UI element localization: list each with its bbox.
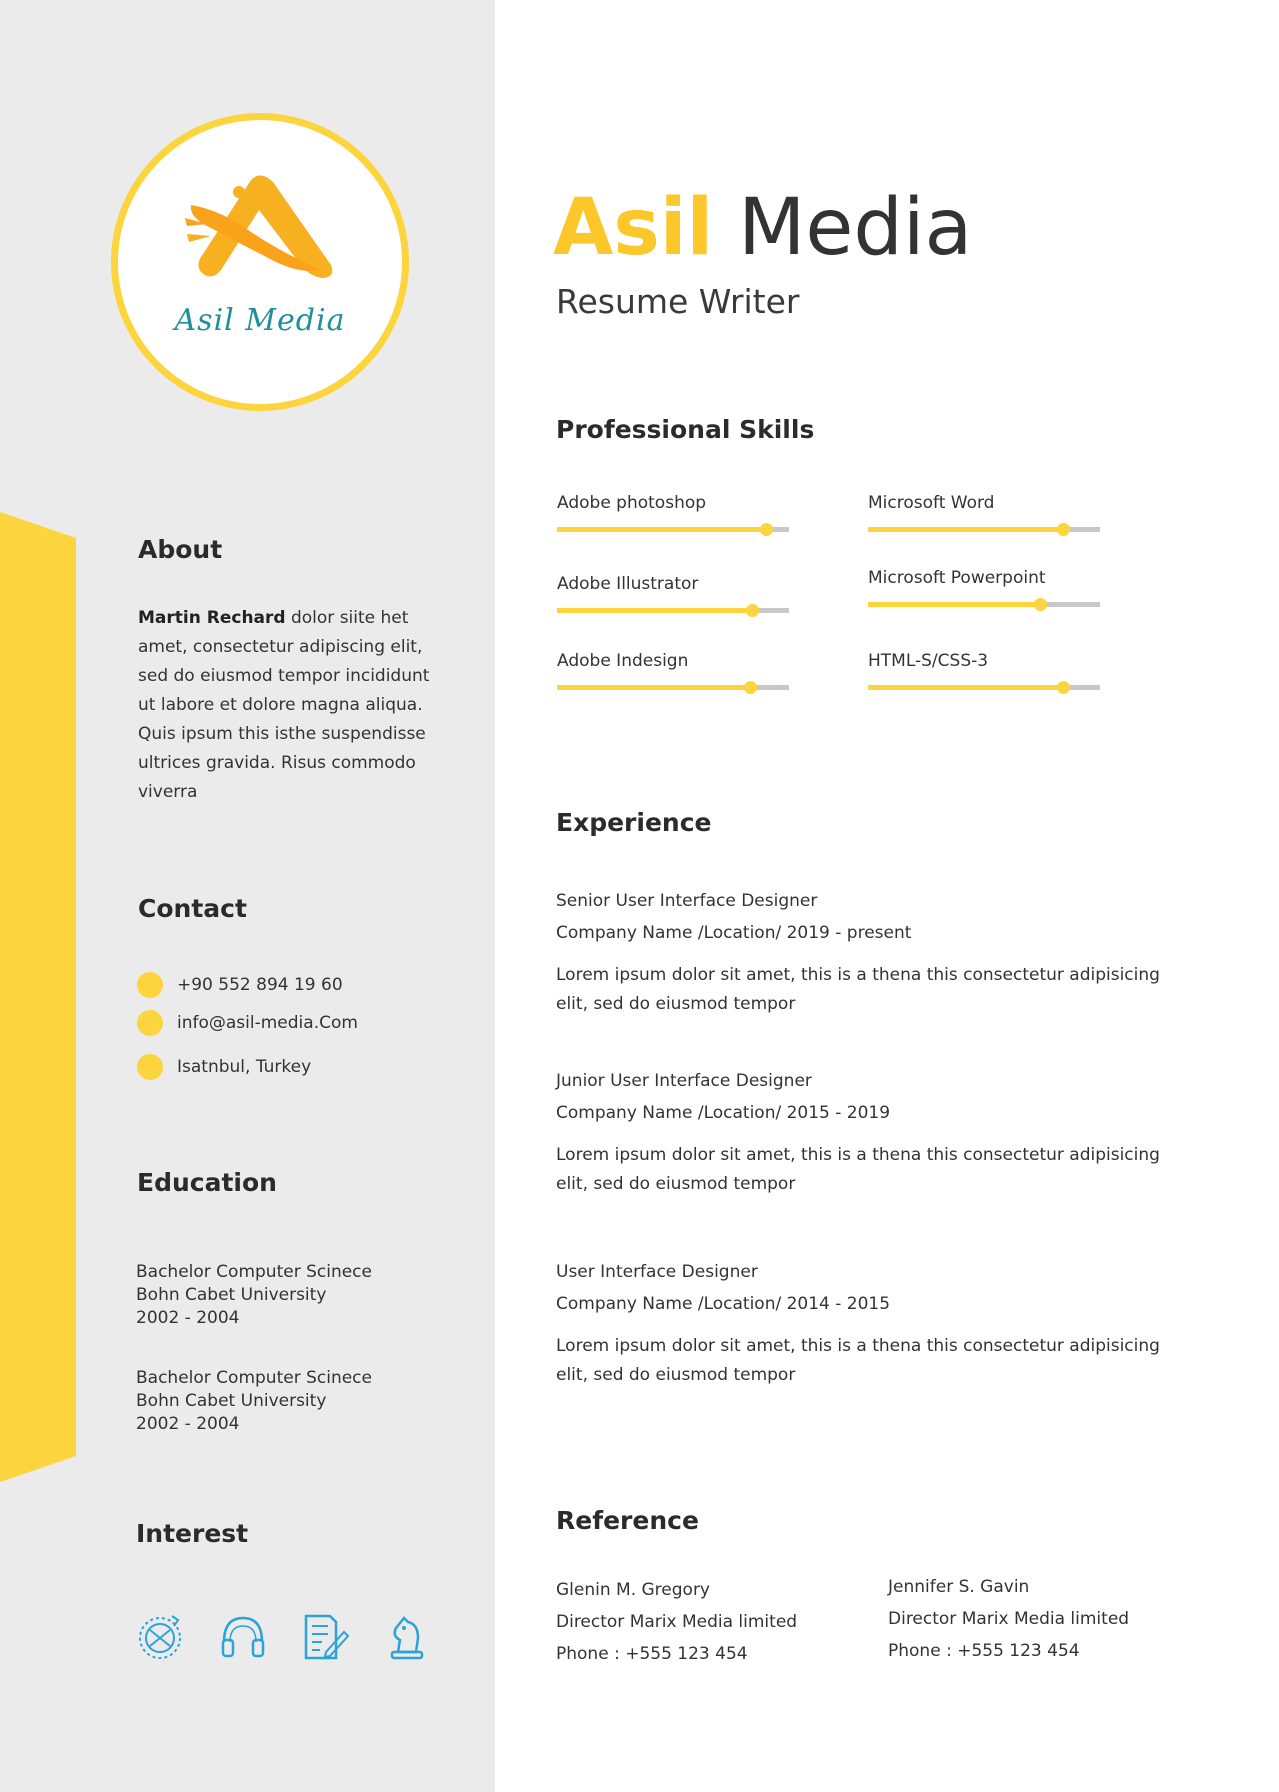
skill-handle — [760, 523, 773, 536]
education-school: Bohn Cabet University — [136, 1285, 327, 1305]
experience-heading: Experience — [556, 808, 712, 837]
name-last: Media — [738, 183, 973, 273]
skill-track — [557, 685, 789, 690]
reference-item — [556, 1574, 797, 1670]
skill-track — [557, 527, 789, 532]
reference-phone[interactable]: Phone : +555 123 454 — [556, 1644, 748, 1664]
education-years: 2002 - 2004 — [136, 1308, 240, 1328]
experience-title: Junior User Interface Designer — [556, 1071, 812, 1091]
skill-handle — [1057, 681, 1070, 694]
skill-track — [868, 602, 1100, 607]
contact-email-row — [137, 1010, 358, 1036]
skill-handle — [1057, 523, 1070, 536]
logo — [111, 113, 409, 411]
email-bullet-icon — [137, 1010, 163, 1036]
headphones-icon — [218, 1612, 268, 1662]
accent-band — [0, 512, 76, 1482]
about-heading: About — [138, 535, 223, 564]
experience-company: Company Name /Location/ 2014 - 2015 — [556, 1294, 891, 1314]
education-degree: Bachelor Computer Scinece — [136, 1262, 372, 1282]
reference-position: Director Marix Media limited — [888, 1609, 1130, 1629]
skill-label: Adobe Illustrator — [557, 574, 699, 594]
skill-track — [557, 608, 789, 613]
skill-item — [868, 568, 1100, 607]
skill-label: HTML-S/CSS-3 — [868, 651, 989, 671]
experience-title: Senior User Interface Designer — [556, 891, 818, 911]
skill-label: Microsoft Word — [868, 493, 995, 513]
writing-icon — [300, 1612, 350, 1662]
contact-email[interactable]: info@asil-media.Com — [177, 1013, 358, 1033]
experience-description: Lorem ipsum dolor sit amet, this is a thena this consectetur adipisicing elit, sed do eiusmod tempor — [556, 965, 1160, 1014]
experience-description: Lorem ipsum dolor sit amet, this is a thena this consectetur adipisicing elit, sed do eiusmod tempor — [556, 1336, 1160, 1385]
skill-label: Adobe Indesign — [557, 651, 689, 671]
about-text — [138, 604, 438, 807]
skill-handle — [746, 604, 759, 617]
reference-position: Director Marix Media limited — [556, 1612, 798, 1632]
about-body: dolor siite het amet, consectetur adipiscing elit, sed do eiusmod tempor incididunt ut labore et dolore magna aliqua. Quis ipsum this isthe suspendisse ultrices gravida. Risus commodo viverra — [138, 608, 430, 802]
skill-item — [557, 493, 789, 532]
education-school: Bohn Cabet University — [136, 1391, 327, 1411]
contact-phone-row — [137, 972, 343, 998]
interest-icons — [136, 1612, 426, 1662]
sports-ball-icon — [136, 1612, 186, 1662]
skill-fill — [557, 608, 752, 613]
job-title: Resume Writer — [556, 282, 800, 321]
phone-bullet-icon — [137, 972, 163, 998]
contact-location: Isatnbul, Turkey — [177, 1057, 312, 1077]
education-degree: Bachelor Computer Scinece — [136, 1368, 372, 1388]
about-name: Martin Rechard — [138, 608, 286, 628]
contact-location-row — [137, 1054, 311, 1080]
skills-heading: Professional Skills — [556, 415, 815, 444]
experience-description: Lorem ipsum dolor sit amet, this is a thena this consectetur adipisicing elit, sed do eiusmod tempor — [556, 1145, 1160, 1194]
experience-item — [556, 890, 1176, 1019]
name-first: Asil — [553, 183, 714, 273]
logo-mark-icon — [181, 170, 341, 290]
reference-item — [888, 1571, 1129, 1667]
skill-item — [868, 493, 1100, 532]
reference-name: Jennifer S. Gavin — [888, 1577, 1030, 1597]
skill-handle — [1034, 598, 1047, 611]
skill-fill — [557, 685, 750, 690]
experience-company: Company Name /Location/ 2019 - present — [556, 923, 912, 943]
skill-handle — [744, 681, 757, 694]
interest-heading: Interest — [136, 1519, 249, 1548]
logo-text: Asil Media — [174, 303, 346, 338]
page-title — [553, 183, 973, 273]
skill-label: Microsoft Powerpoint — [868, 568, 1046, 588]
skill-item — [868, 651, 1100, 690]
experience-item — [556, 1070, 1176, 1199]
skill-item — [557, 651, 789, 690]
location-bullet-icon — [137, 1054, 163, 1080]
education-item — [136, 1367, 466, 1436]
education-item — [136, 1261, 466, 1330]
skill-fill — [557, 527, 766, 532]
skill-fill — [868, 602, 1040, 607]
experience-company: Company Name /Location/ 2015 - 2019 — [556, 1103, 891, 1123]
skill-fill — [868, 685, 1063, 690]
skill-track — [868, 685, 1100, 690]
contact-phone[interactable]: +90 552 894 19 60 — [177, 975, 343, 995]
education-heading: Education — [137, 1168, 277, 1197]
reference-heading: Reference — [556, 1506, 699, 1535]
chess-knight-icon — [382, 1612, 432, 1662]
experience-title: User Interface Designer — [556, 1262, 758, 1282]
contact-heading: Contact — [138, 894, 247, 923]
skill-item — [557, 574, 789, 613]
experience-item — [556, 1261, 1176, 1390]
reference-phone[interactable]: Phone : +555 123 454 — [888, 1641, 1080, 1661]
skill-label: Adobe photoshop — [557, 493, 707, 513]
education-years: 2002 - 2004 — [136, 1414, 240, 1434]
skill-fill — [868, 527, 1063, 532]
reference-name: Glenin M. Gregory — [556, 1580, 710, 1600]
skill-track — [868, 527, 1100, 532]
